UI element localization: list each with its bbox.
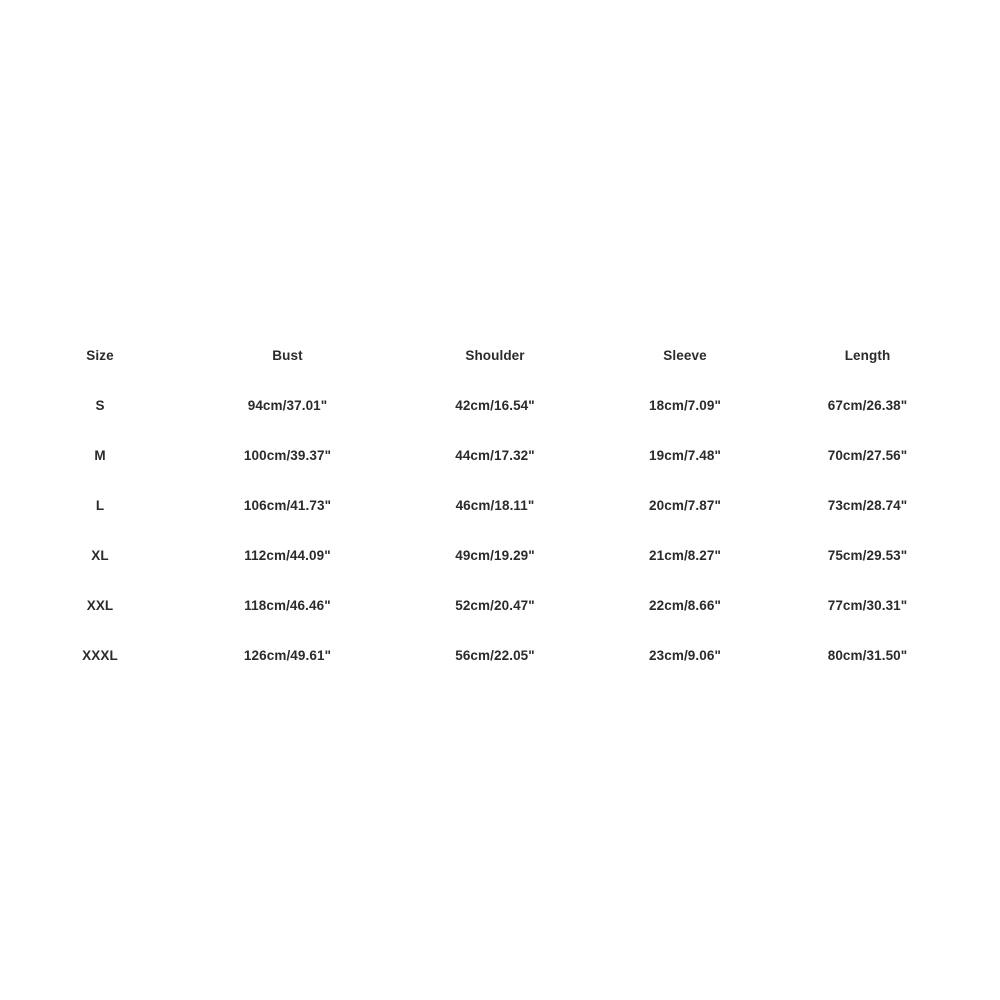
cell-bust: 112cm/44.09"	[244, 547, 331, 563]
cell-bust: 100cm/39.37"	[243, 447, 332, 463]
table-row	[20, 380, 960, 430]
cell-bust: 106cm/41.73"	[243, 497, 332, 513]
table-header-row	[20, 330, 960, 380]
cell-shoulder: 46cm/18.11"	[455, 497, 535, 513]
cell-length: 73cm/28.74"	[827, 497, 908, 513]
cell-size: XL	[91, 547, 109, 563]
cell-length: 77cm/30.31"	[827, 597, 908, 613]
cell-length: 70cm/27.56"	[827, 447, 908, 463]
cell-bust: 94cm/37.01"	[247, 397, 328, 413]
cell-length: 67cm/26.38"	[827, 397, 908, 413]
column-header-bust: Bust	[272, 347, 303, 363]
cell-shoulder: 56cm/22.05"	[455, 647, 535, 663]
cell-size: M	[94, 447, 106, 463]
table-header	[20, 330, 960, 380]
table-row	[20, 630, 960, 680]
cell-size: L	[95, 497, 105, 513]
cell-size: XXXL	[82, 647, 118, 663]
table-row	[20, 580, 960, 630]
cell-shoulder: 49cm/19.29"	[455, 547, 535, 563]
table-row	[20, 430, 960, 480]
column-header-sleeve: Sleeve	[663, 347, 707, 363]
cell-length: 80cm/31.50"	[827, 647, 908, 663]
cell-bust: 118cm/46.46"	[244, 597, 331, 613]
cell-size: S	[95, 397, 105, 413]
cell-bust: 126cm/49.61"	[243, 647, 332, 663]
table-body	[20, 380, 960, 680]
cell-sleeve: 19cm/7.48"	[649, 447, 721, 463]
cell-sleeve: 18cm/7.09"	[649, 397, 721, 413]
cell-sleeve: 23cm/9.06"	[649, 647, 721, 663]
cell-length: 75cm/29.53"	[827, 547, 908, 563]
cell-sleeve: 22cm/8.66"	[649, 597, 721, 613]
cell-shoulder: 52cm/20.47"	[455, 597, 535, 613]
cell-shoulder: 44cm/17.32"	[455, 447, 535, 463]
cell-size: XXL	[86, 597, 114, 613]
table-row	[20, 530, 960, 580]
column-header-length: Length	[844, 347, 891, 363]
size-chart-table	[20, 330, 960, 680]
column-header-shoulder: Shoulder	[465, 347, 525, 363]
cell-sleeve: 21cm/8.27"	[649, 547, 721, 563]
table-row	[20, 480, 960, 530]
cell-sleeve: 20cm/7.87"	[649, 497, 721, 513]
column-header-size: Size	[86, 347, 114, 363]
size-chart	[0, 330, 1000, 680]
cell-shoulder: 42cm/16.54"	[455, 397, 535, 413]
